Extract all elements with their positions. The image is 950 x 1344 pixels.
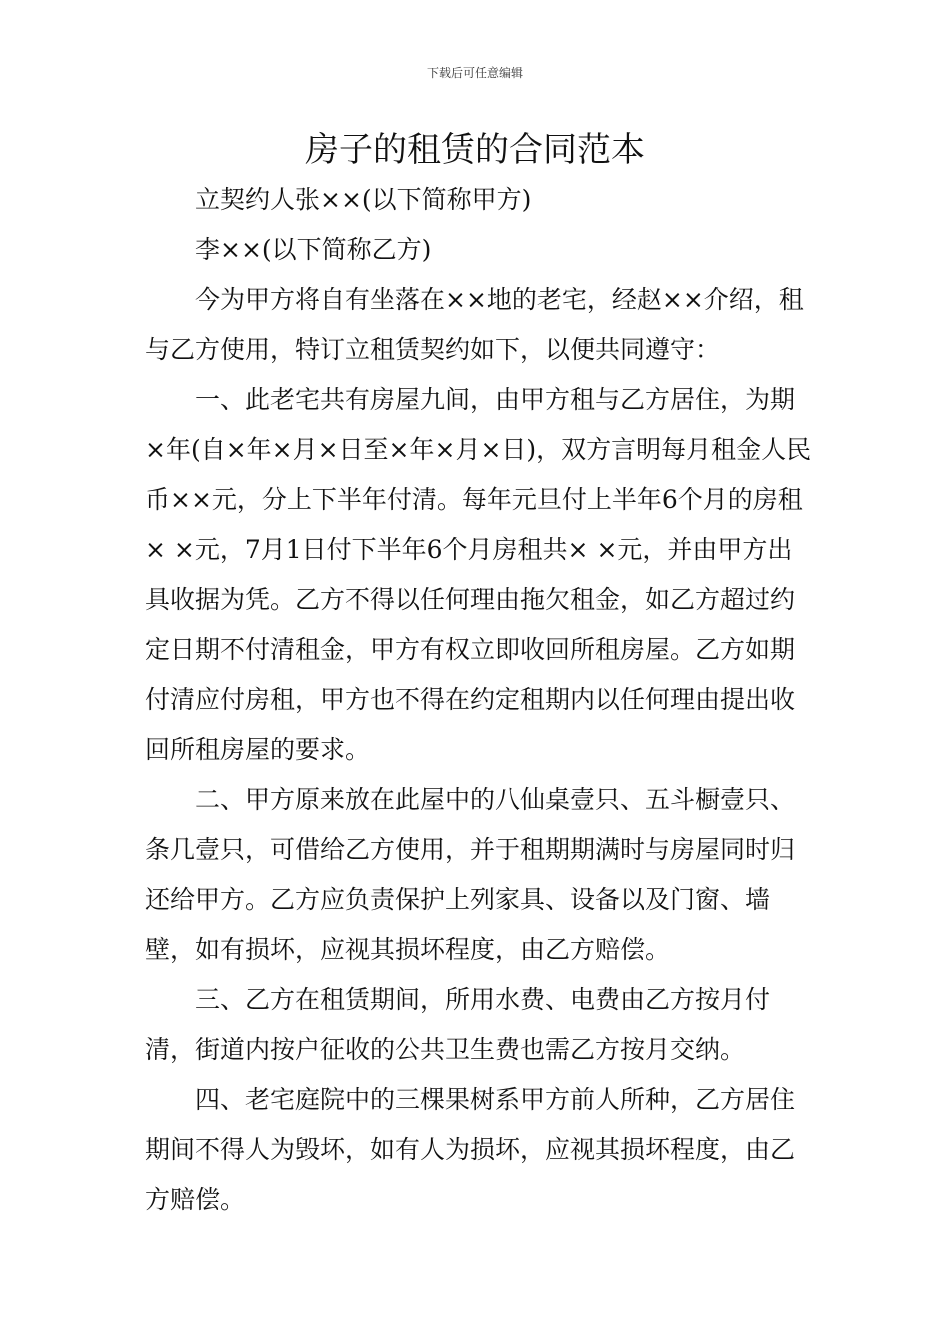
preamble-paragraph: 今为甲方将自有坐落在××地的老宅，经赵××介绍，租与乙方使用，特订立租赁契约如下，以便共同遵守： xyxy=(145,285,804,364)
party-a-line: 立契约人张××(以下简称甲方) xyxy=(195,185,532,214)
party-b-line: 李××(以下简称乙方) xyxy=(195,235,432,264)
clause-1-paragraph: 一、此老宅共有房屋九间，由甲方租与乙方居住，为期×年(自×年×月×日至×年×月×日)，双方言明每月租金人民币××元，分上下半年付清。每年元旦付上半年6个月的房租× ×元，7月1日付下半年6个月房租共× ×元，并由甲方出具收据为凭。乙方不得以任何理由拖欠租金，如乙方超过约定日期不付清租金，甲方有权立即收回所租房屋。乙方如期付清应付房租，甲方也不得在约定租期内以任何理由提出收回所租房屋的要求。 xyxy=(145,385,812,764)
clause-2-paragraph: 二、甲方原来放在此屋中的八仙桌壹只、五斗橱壹只、条几壹只，可借给乙方使用，并于租期期满时与房屋同时归还给甲方。乙方应负责保护上列家具、设备以及门窗、墙壁，如有损坏，应视其损坏程度，由乙方赔偿。 xyxy=(145,785,796,964)
clause-3-paragraph: 三、乙方在租赁期间，所用水费、电费由乙方按月付清，街道内按户征收的公共卫生费也需乙方按月交纳。 xyxy=(145,985,771,1064)
clause-4-paragraph: 四、老宅庭院中的三棵果树系甲方前人所种，乙方居住期间不得人为毁坏，如有人为损坏，应视其损坏程度，由乙方赔偿。 xyxy=(145,1085,796,1214)
document-title: 房子的租赁的合同范本 xyxy=(305,130,645,170)
header-note: 下载后可任意编辑 xyxy=(426,66,523,80)
document-body xyxy=(145,175,815,1225)
